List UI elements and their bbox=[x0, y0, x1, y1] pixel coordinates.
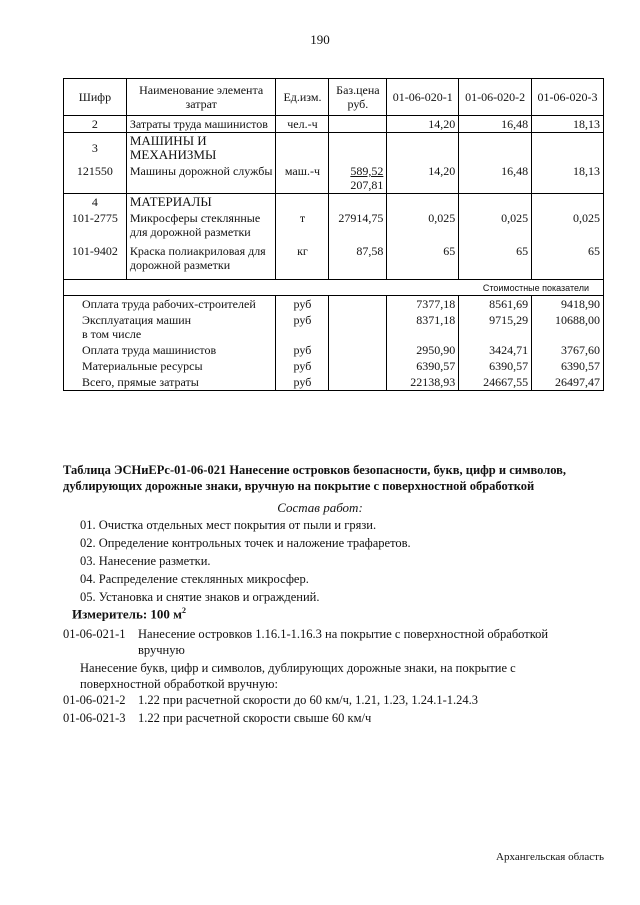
row-value-3: 18,13 bbox=[532, 163, 604, 194]
works-list bbox=[80, 516, 411, 606]
row-value-3: 0,025 bbox=[532, 210, 604, 240]
cost-value-2: 3424,71 bbox=[459, 342, 532, 358]
cost-unit: руб bbox=[276, 358, 329, 374]
section-heading: МАТЕРИАЛЫ bbox=[126, 194, 276, 211]
measure-unit bbox=[72, 606, 186, 622]
row-code: 2 bbox=[64, 116, 127, 133]
row-name: Микросферы стеклянные для дорожной разметки bbox=[126, 210, 276, 240]
cost-value-2: 6390,57 bbox=[459, 358, 532, 374]
row-name: Затраты труда машинистов bbox=[126, 116, 276, 133]
cost-value-2: 9715,29 bbox=[459, 312, 532, 342]
item-text: 1.22 при расчетной скорости свыше 60 км/ч bbox=[138, 711, 372, 725]
table-row bbox=[64, 210, 604, 240]
list-item: 04. Распределение стеклянных микросфер. bbox=[80, 572, 309, 586]
cost-name: Материальные ресурсы bbox=[64, 358, 276, 374]
item-text: 1.22 при расчетной скорости до 60 км/ч, 1.21, 1.23, 1.24.1-1.24.3 bbox=[138, 693, 479, 707]
cost-unit: руб bbox=[276, 342, 329, 358]
cost-value-3: 10688,00 bbox=[532, 312, 604, 342]
row-code: 121550 bbox=[64, 163, 127, 194]
row-price-secondary: 207,81 bbox=[350, 178, 384, 192]
row-value-1: 0,025 bbox=[387, 210, 459, 240]
row-code: 101-2775 bbox=[64, 210, 127, 240]
row-value-2: 0,025 bbox=[459, 210, 532, 240]
header-name: Наименование элемента затрат bbox=[126, 79, 276, 116]
cost-row bbox=[64, 312, 604, 342]
cost-subnote: в том числе bbox=[82, 327, 142, 341]
cost-name: Всего, прямые затраты bbox=[64, 374, 276, 391]
cost-name: Оплата труда рабочих-строителей bbox=[64, 296, 276, 313]
cost-row bbox=[64, 342, 604, 358]
table-row bbox=[64, 163, 604, 194]
row-unit: кг bbox=[276, 240, 329, 273]
measure-superscript: 2 bbox=[182, 606, 187, 615]
table-header-row bbox=[64, 79, 604, 116]
row-value-1: 14,20 bbox=[387, 163, 459, 194]
cost-label-row bbox=[64, 280, 604, 296]
row-unit: чел.-ч bbox=[276, 116, 329, 133]
cost-total-row bbox=[64, 374, 604, 391]
cost-value-1: 7377,18 bbox=[387, 296, 459, 313]
row-value-2: 65 bbox=[459, 240, 532, 273]
cost-name: Эксплуатация машин bbox=[82, 313, 192, 327]
region-footer: Архангельская область bbox=[496, 851, 604, 863]
list-item bbox=[63, 692, 563, 708]
cost-indicators-label: Стоимостные показатели bbox=[482, 283, 589, 293]
row-value-1: 14,20 bbox=[387, 116, 459, 133]
row-price: 87,58 bbox=[329, 240, 387, 273]
cost-unit: руб bbox=[276, 312, 329, 342]
row-value-2: 16,48 bbox=[459, 163, 532, 194]
page-number: 190 bbox=[310, 32, 330, 47]
measure-label: Измеритель: 100 м bbox=[72, 606, 183, 622]
row-code: 101-9402 bbox=[64, 240, 127, 273]
row-price: 27914,75 bbox=[329, 210, 387, 240]
list-item bbox=[63, 626, 563, 658]
cost-value-1: 8371,18 bbox=[387, 312, 459, 342]
list-item: 03. Нанесение разметки. bbox=[80, 554, 211, 568]
row-name: Краска полиакриловая для дорожной разметки bbox=[126, 240, 276, 273]
header-col-1: 01-06-020-1 bbox=[387, 79, 459, 116]
cost-value-3: 9418,90 bbox=[532, 296, 604, 313]
cost-value-2: 24667,55 bbox=[459, 374, 532, 391]
list-item bbox=[63, 710, 563, 726]
row-unit: маш.-ч bbox=[276, 163, 329, 194]
cost-value-3: 26497,47 bbox=[532, 374, 604, 391]
table-row bbox=[64, 116, 604, 133]
row-price bbox=[329, 116, 387, 133]
section-row bbox=[64, 133, 604, 164]
header-unit: Ед.изм. bbox=[276, 79, 329, 116]
composition-label: Состав работ: bbox=[277, 500, 363, 515]
item-text: Нанесение островков 1.16.1-1.16.3 на покрытие с поверхностной обработкой вручную bbox=[138, 627, 549, 657]
header-base-price: Баз.цена руб. bbox=[329, 79, 387, 116]
header-col-2: 01-06-020-2 bbox=[459, 79, 532, 116]
cost-value-1: 2950,90 bbox=[387, 342, 459, 358]
cost-row bbox=[64, 358, 604, 374]
section-row bbox=[64, 194, 604, 211]
cost-value-1: 6390,57 bbox=[387, 358, 459, 374]
row-code: 4 bbox=[64, 194, 127, 211]
table-row bbox=[64, 240, 604, 273]
item-code: 01-06-021-3 bbox=[63, 711, 126, 725]
header-code: Шифр bbox=[64, 79, 127, 116]
row-price bbox=[329, 163, 387, 194]
cost-value-1: 22138,93 bbox=[387, 374, 459, 391]
section-heading: МАШИНЫ И МЕХАНИЗМЫ bbox=[126, 133, 276, 164]
resource-table bbox=[63, 78, 604, 391]
cost-value-3: 3767,60 bbox=[532, 342, 604, 358]
row-price-main: 589,52 bbox=[350, 164, 384, 178]
row-value-2: 16,48 bbox=[459, 116, 532, 133]
cost-name: Оплата труда машинистов bbox=[64, 342, 276, 358]
row-value-3: 65 bbox=[532, 240, 604, 273]
item-code: 01-06-021-1 bbox=[63, 627, 126, 641]
row-name: Машины дорожной службы bbox=[126, 163, 276, 194]
item-code: 01-06-021-2 bbox=[63, 693, 126, 707]
cost-unit: руб bbox=[276, 374, 329, 391]
row-code: 3 bbox=[64, 133, 127, 164]
cost-value-2: 8561,69 bbox=[459, 296, 532, 313]
cost-name-cell bbox=[64, 312, 276, 342]
row-value-1: 65 bbox=[387, 240, 459, 273]
row-value-3: 18,13 bbox=[532, 116, 604, 133]
list-item: 02. Определение контрольных точек и наложение трафаретов. bbox=[80, 536, 411, 550]
row-unit: т bbox=[276, 210, 329, 240]
list-item: 01. Очистка отдельных мест покрытия от пыли и грязи. bbox=[80, 518, 377, 532]
cost-row bbox=[64, 296, 604, 313]
cost-unit: руб bbox=[276, 296, 329, 313]
list-item: Нанесение букв, цифр и символов, дублирующих дорожные знаки, на покрытие с поверхностной обработкой вручную: bbox=[80, 661, 516, 691]
cost-value-3: 6390,57 bbox=[532, 358, 604, 374]
section-title: Таблица ЭСНиЕРс-01-06-021 Нанесение островков безопасности, букв, цифр и символов, дублирующих дорожные знаки, вручную на покрытие с поверхностной обработкой bbox=[63, 463, 567, 493]
header-col-3: 01-06-020-3 bbox=[532, 79, 604, 116]
list-item: 05. Установка и снятие знаков и ограждений. bbox=[80, 590, 320, 604]
